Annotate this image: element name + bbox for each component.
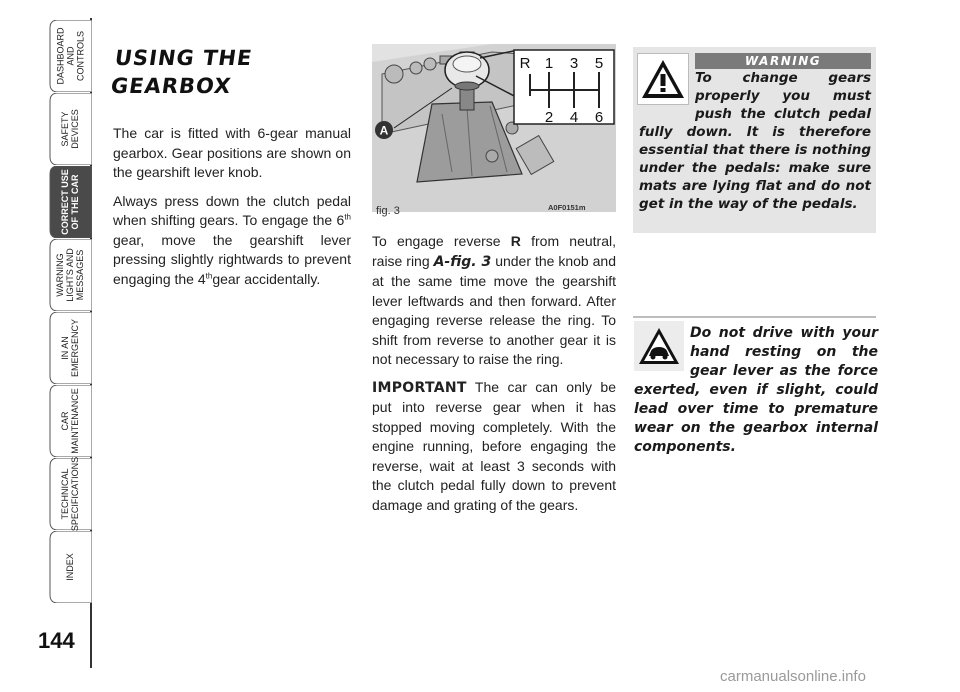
tab-label: TECHNICAL SPECIFICATIONS bbox=[60, 456, 80, 532]
tab-dashboard-and-controls[interactable] bbox=[48, 20, 92, 92]
gear-label-bottom: 2 bbox=[544, 109, 554, 126]
gear-label-bottom: 6 bbox=[594, 109, 604, 126]
reverse-column bbox=[372, 232, 616, 515]
tab-label: SAFETY DEVICES bbox=[59, 109, 80, 149]
watermark: carmanualsonline.info bbox=[720, 668, 866, 685]
reverse-paragraph bbox=[372, 232, 616, 370]
section-title bbox=[109, 44, 355, 100]
gear-label-top: 3 bbox=[569, 55, 579, 72]
clutch-text-a: Always press down the clutch pedal when shifting gears. To engage the 6 bbox=[113, 192, 351, 228]
ordinal-sup: th bbox=[344, 212, 351, 222]
note-divider bbox=[633, 316, 876, 318]
gear-label-top: 5 bbox=[594, 55, 604, 72]
tab-label: CAR MAINTENANCE bbox=[60, 388, 81, 454]
warning-text bbox=[639, 69, 871, 213]
gear-label-top: R bbox=[519, 55, 531, 72]
callout-label-a: A bbox=[379, 123, 389, 138]
tab-car-maintenance[interactable] bbox=[48, 385, 92, 457]
tab-correct-use-of-the-car[interactable] bbox=[48, 166, 92, 238]
warning-body: To change gears properly you must push the clutch pedal fully down. It is therefore essential that there is nothing under the pedals: make sure mats are lying flat and do not get in the way of the pedals. bbox=[639, 70, 871, 212]
tab-technical-specifications[interactable] bbox=[48, 458, 92, 530]
chapter-tabs bbox=[0, 0, 100, 692]
important-text: The car can only be put into reverse gear when it has stopped moving completely. With the engine running, before engaging the reverse, wait at least 3 seconds with the clutch pedal fully down to prevent damage and grating of the gears. bbox=[372, 378, 616, 513]
tab-label: WARNING LIGHTS AND MESSAGES bbox=[55, 248, 86, 302]
gear-label-bottom: 4 bbox=[569, 109, 579, 126]
note-body: Do not drive with your hand resting on the gear lever as the force exerted, even if slight, could lead over time to premature wear on the gearbox internal components. bbox=[634, 325, 878, 455]
tab-label: DASHBOARD AND CONTROLS bbox=[55, 27, 86, 85]
gear-label-top: 1 bbox=[544, 55, 554, 72]
car-caution-icon bbox=[634, 321, 684, 371]
section-title-line2: GEARBOX bbox=[109, 74, 234, 98]
clutch-paragraph bbox=[113, 192, 351, 290]
tab-warning-lights-and-messages[interactable] bbox=[48, 239, 92, 311]
tab-index[interactable] bbox=[48, 531, 92, 603]
section-title-line1: USING THE bbox=[113, 46, 255, 70]
intro-column bbox=[109, 44, 351, 289]
gearshift-figure bbox=[372, 44, 616, 212]
figure-caption: fig. 3 bbox=[376, 205, 400, 217]
reverse-text-a: To engage reverse bbox=[372, 233, 511, 249]
figure-code: A0F0151m bbox=[548, 203, 586, 212]
warning-label: WARNING bbox=[695, 53, 871, 69]
important-paragraph bbox=[372, 378, 616, 516]
reverse-gear-ref: R bbox=[510, 233, 521, 249]
intro-paragraph: The car is fitted with 6-gear manual gearbox. Gear positions are shown on the gearshift lever knob. bbox=[113, 125, 351, 180]
tab-label: CORRECT USE OF THE CAR bbox=[60, 169, 81, 235]
reverse-text-b: from neutral, raise ring bbox=[372, 233, 616, 269]
clutch-text-b: gear, move the gearshift lever pressing slightly rightwards to prevent engaging the 4 bbox=[113, 231, 351, 287]
reverse-text-c: under the knob and at the same time move the gearshift lever leftwards and then forward. After engaging reverse release the ring. To shift from reverse to another gear it is not necessary to raise the ring. bbox=[372, 252, 616, 367]
tab-in-an-emergency[interactable] bbox=[48, 312, 92, 384]
tab-safety-devices[interactable] bbox=[48, 93, 92, 165]
gearshift-illustration bbox=[372, 44, 616, 212]
ordinal-sup: th bbox=[205, 270, 213, 280]
tab-label: INDEX bbox=[64, 553, 75, 581]
tab-label: IN AN EMERGENCY bbox=[60, 318, 81, 378]
clutch-text-c: gear accidentally. bbox=[212, 270, 321, 287]
page-number: 144 bbox=[38, 628, 75, 653]
warning-box bbox=[633, 47, 876, 233]
figure-reference: A-fig. 3 bbox=[433, 253, 492, 270]
important-label: IMPORTANT bbox=[372, 379, 467, 396]
